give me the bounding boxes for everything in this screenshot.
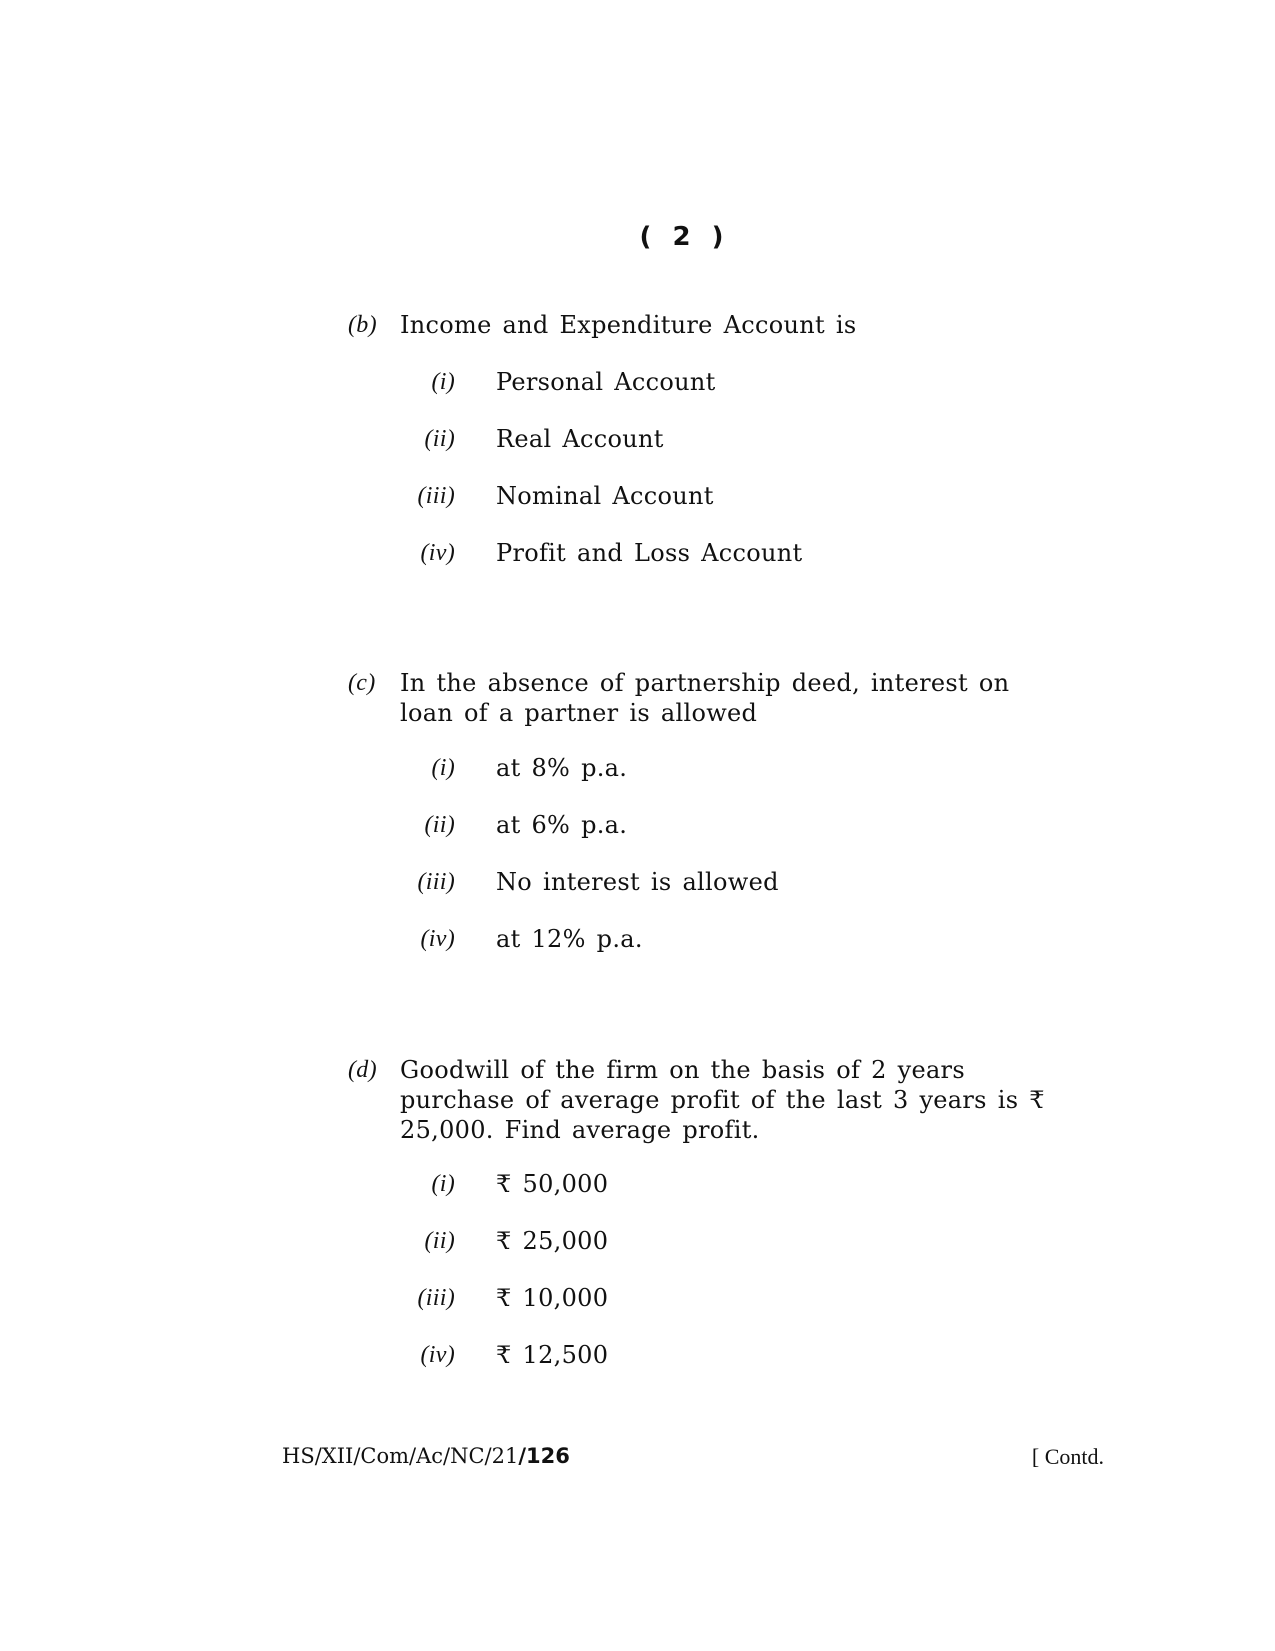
option-text: Real Account (496, 425, 664, 453)
option-label: (iii) (417, 869, 455, 895)
paper-code (282, 1444, 570, 1468)
option-label: (i) (431, 369, 455, 395)
option-text: Profit and Loss Account (496, 539, 803, 567)
option-item (400, 924, 1000, 954)
option-item (400, 867, 1000, 897)
option-label: (iv) (420, 540, 455, 566)
option-item (400, 538, 1000, 568)
page-footer (282, 1444, 1104, 1474)
option-item (400, 1340, 1000, 1370)
option-text: ₹ 25,000 (496, 1227, 609, 1255)
paper-code-suffix: /126 (518, 1444, 570, 1468)
option-text: at 8% p.a. (496, 754, 628, 782)
option-label: (i) (431, 755, 455, 781)
option-label: (iv) (420, 1342, 455, 1368)
option-item (400, 367, 1000, 397)
option-label: (iv) (420, 926, 455, 952)
option-label: (i) (431, 1171, 455, 1197)
option-text: No interest is allowed (496, 868, 779, 896)
question-text: Goodwill of the firm on the basis of 2 years purchase of average profit of the last 3 years is ₹ 25,000. Find average profit. (400, 1056, 1045, 1144)
option-label: (iii) (417, 1285, 455, 1311)
option-text: at 12% p.a. (496, 925, 643, 953)
option-label: (iii) (417, 483, 455, 509)
question-text: Income and Expenditure Account is (400, 311, 857, 339)
question-label: (b) (348, 312, 377, 338)
option-item (400, 1169, 1000, 1199)
option-label: (ii) (424, 812, 455, 838)
option-item (400, 753, 1000, 783)
question-text: In the absence of partnership deed, interest on loan of a partner is allowed (400, 669, 1010, 727)
option-item (400, 810, 1000, 840)
option-text: Nominal Account (496, 482, 714, 510)
question-label: (d) (348, 1057, 377, 1083)
option-text: ₹ 50,000 (496, 1170, 609, 1198)
option-item (400, 424, 1000, 454)
contd-label: [ Contd. (1031, 1444, 1104, 1469)
option-item (400, 1283, 1000, 1313)
option-text: ₹ 10,000 (496, 1284, 609, 1312)
question-label: (c) (348, 670, 376, 696)
option-text: Personal Account (496, 368, 716, 396)
option-item (400, 1226, 1000, 1256)
page-number: ( 2 ) (639, 222, 726, 252)
paper-code-prefix: HS/XII/Com/Ac/NC/21 (282, 1444, 519, 1468)
option-item (400, 481, 1000, 511)
option-text: ₹ 12,500 (496, 1341, 609, 1369)
option-text: at 6% p.a. (496, 811, 628, 839)
option-label: (ii) (424, 426, 455, 452)
option-label: (ii) (424, 1228, 455, 1254)
